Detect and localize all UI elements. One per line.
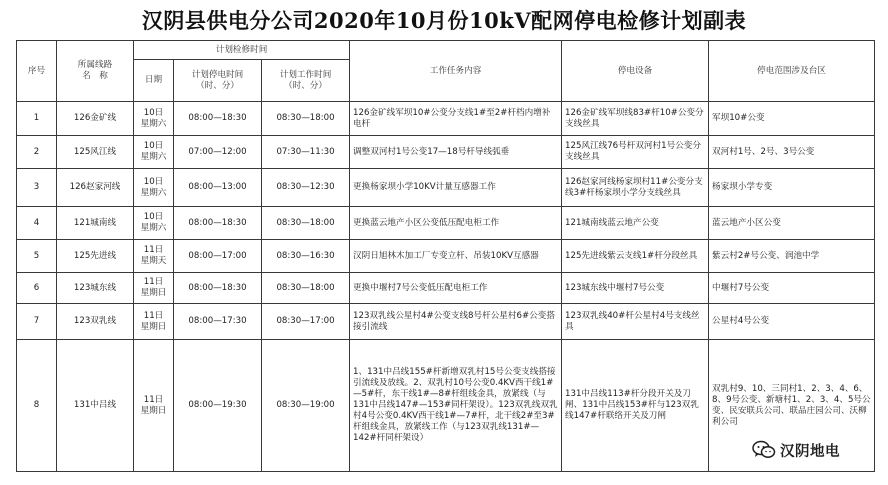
cell-scope: 军坝10#公变 <box>709 102 875 136</box>
cell-outage-time: 08:00—13:00 <box>174 169 262 207</box>
cell-day: 11日 <box>143 394 164 405</box>
cell-line: 126赵家河线 <box>57 169 134 207</box>
wechat-icon <box>752 440 776 460</box>
cell-equipment: 123双乳线40#杆公星村4号支线丝具 <box>562 304 709 340</box>
header-outage-time <box>174 60 262 102</box>
header-line-name <box>57 41 134 102</box>
cell-weekday: 星期六 <box>140 223 167 233</box>
cell-scope: 蓝云地产小区公变 <box>709 207 875 240</box>
header-line-name-line1: 所属线路 <box>77 60 113 70</box>
cell-line: 125风江线 <box>57 136 134 169</box>
header-line-name-line2: 名 称 <box>82 71 108 81</box>
cell-weekday: 星期天 <box>140 256 167 266</box>
cell-date <box>134 240 174 273</box>
cell-work-time: 08:30—19:00 <box>262 340 350 472</box>
cell-scope: 中堰村7号公变 <box>709 273 875 304</box>
cell-equipment: 126金矿线军坝线83#杆10#公变分支线丝具 <box>562 102 709 136</box>
cell-index: 4 <box>17 207 57 240</box>
cell-date <box>134 136 174 169</box>
cell-weekday: 星期六 <box>140 118 167 129</box>
cell-line: 126金矿线 <box>57 102 134 136</box>
cell-index: 8 <box>17 340 57 472</box>
cell-line: 131中吕线 <box>57 340 134 472</box>
cell-day: 10日 <box>143 141 164 151</box>
outage-plan-table <box>16 40 875 472</box>
cell-day: 10日 <box>143 107 164 118</box>
table-row <box>17 207 875 240</box>
cell-scope: 双河村1号、2号、3号公变 <box>709 136 875 169</box>
header-work-time-line1: 计划工作时间 <box>279 69 332 80</box>
cell-index: 5 <box>17 240 57 273</box>
cell-scope: 双乳村9、10、三同村1、2、3、4、6、8、9号公变、新塘村1、2、3、4、5号公变、民安联兵公司、联品庄园公司、沃柳利公司 <box>709 340 875 472</box>
header-date: 日期 <box>134 60 174 102</box>
cell-work-time: 08:30—16:30 <box>262 240 350 273</box>
cell-line: 123城东线 <box>57 273 134 304</box>
cell-index: 7 <box>17 304 57 340</box>
cell-equipment: 125先进线紫云支线1#杆分段丝具 <box>562 240 709 273</box>
cell-line: 125先进线 <box>57 240 134 273</box>
cell-work-time: 07:30—11:30 <box>262 136 350 169</box>
header-plan-time: 计划检修时间 <box>134 41 350 60</box>
watermark <box>752 436 888 464</box>
watermark-text: 汉阴地电 <box>780 443 840 460</box>
cell-equipment: 123城东线中堰村7号公变 <box>562 273 709 304</box>
table-row <box>17 169 875 207</box>
cell-date <box>134 102 174 136</box>
cell-outage-time: 08:00—18:30 <box>174 207 262 240</box>
table-row <box>17 304 875 340</box>
cell-line: 121城南线 <box>57 207 134 240</box>
header-work-time-line2: （时、分） <box>284 80 327 91</box>
cell-weekday: 星期日 <box>140 321 167 332</box>
cell-day: 11日 <box>143 310 164 321</box>
table-row <box>17 240 875 273</box>
cell-date <box>134 169 174 207</box>
cell-weekday: 星期六 <box>140 187 167 198</box>
cell-weekday: 星期六 <box>140 152 167 162</box>
cell-day: 10日 <box>143 176 164 187</box>
cell-weekday: 星期日 <box>140 405 167 416</box>
cell-date <box>134 273 174 304</box>
cell-day: 11日 <box>143 277 164 287</box>
cell-equipment: 121城南线蓝云地产公变 <box>562 207 709 240</box>
cell-work-time: 08:30—18:00 <box>262 102 350 136</box>
cell-date <box>134 340 174 472</box>
cell-work-time: 08:30—12:30 <box>262 169 350 207</box>
cell-equipment: 125风江线76号杆双河村1号公变分支线丝具 <box>562 136 709 169</box>
cell-work-time: 08:30—18:00 <box>262 207 350 240</box>
header-equipment: 停电设备 <box>562 41 709 102</box>
table-row <box>17 340 875 472</box>
cell-outage-time: 08:00—18:30 <box>174 102 262 136</box>
cell-index: 3 <box>17 169 57 207</box>
table-row <box>17 273 875 304</box>
cell-task: 更换中堰村7号公变低压配电柜工作 <box>350 273 562 304</box>
cell-task: 126金矿线军坝10#公变分支线1#至2#杆档内增补电杆 <box>350 102 562 136</box>
cell-task: 1、131中吕线155#杆新增双乳村15号公变支线搭接引流线及放线。2、双乳村10号公变0.4KV西干线1#—5#杆，东干线1#—8#杆组线金具，放紧线（与131中吕线147#—153#同杆架设）。123双乳线双乳村4号公变0.4KV西干线1#—7#杆，北干线2#至3#杆组线金具，放紧线工作（与123双乳线131#—142#杆同杆架设） <box>350 340 562 472</box>
cell-task: 更换蓝云地产小区公变低压配电柜工作 <box>350 207 562 240</box>
cell-outage-time: 08:00—18:30 <box>174 273 262 304</box>
cell-date <box>134 207 174 240</box>
header-task: 工作任务内容 <box>350 41 562 102</box>
cell-equipment: 126赵家河线杨家坝村11#公变分支线3#杆杨家坝小学分支线丝具 <box>562 169 709 207</box>
cell-scope: 杨家坝小学专变 <box>709 169 875 207</box>
cell-index: 6 <box>17 273 57 304</box>
cell-outage-time: 08:00—19:30 <box>174 340 262 472</box>
cell-equipment: 131中吕线113#杆分段开关及刀闸、131中吕线153#杆与123双乳线147#杆联络开关及刀闸 <box>562 340 709 472</box>
cell-line: 123双乳线 <box>57 304 134 340</box>
cell-outage-time: 08:00—17:30 <box>174 304 262 340</box>
header-index: 序号 <box>17 41 57 102</box>
table-row <box>17 102 875 136</box>
cell-task: 调整双河村1号公变17—18号杆导线弧垂 <box>350 136 562 169</box>
cell-task: 汉阴日旭林木加工厂专变立杆、吊装10KV互感器 <box>350 240 562 273</box>
header-outage-time-line2: （时、分） <box>196 80 239 91</box>
cell-outage-time: 08:00—17:00 <box>174 240 262 273</box>
header-work-time <box>262 60 350 102</box>
cell-work-time: 08:30—18:00 <box>262 273 350 304</box>
cell-weekday: 星期日 <box>140 288 167 298</box>
cell-task: 更换杨家坝小学10KV计量互感器工作 <box>350 169 562 207</box>
table-row <box>17 136 875 169</box>
cell-index: 1 <box>17 102 57 136</box>
cell-day: 10日 <box>143 212 164 222</box>
page-title: 汉阴县供电分公司2020年10月份10kV配网停电检修计划副表 <box>141 8 747 33</box>
cell-date <box>134 304 174 340</box>
header-row-1 <box>17 41 875 60</box>
cell-scope: 公星村4号公变 <box>709 304 875 340</box>
cell-task: 123双乳线公星村4#公变支线8号杆公星村6#公变搭接引流线 <box>350 304 562 340</box>
header-outage-time-line1: 计划停电时间 <box>191 69 244 80</box>
cell-index: 2 <box>17 136 57 169</box>
cell-day: 11日 <box>143 245 164 255</box>
cell-work-time: 08:30—17:00 <box>262 304 350 340</box>
cell-outage-time: 07:00—12:00 <box>174 136 262 169</box>
header-scope: 停电范围涉及台区 <box>709 41 875 102</box>
cell-scope: 紫云村2#号公变、润池中学 <box>709 240 875 273</box>
